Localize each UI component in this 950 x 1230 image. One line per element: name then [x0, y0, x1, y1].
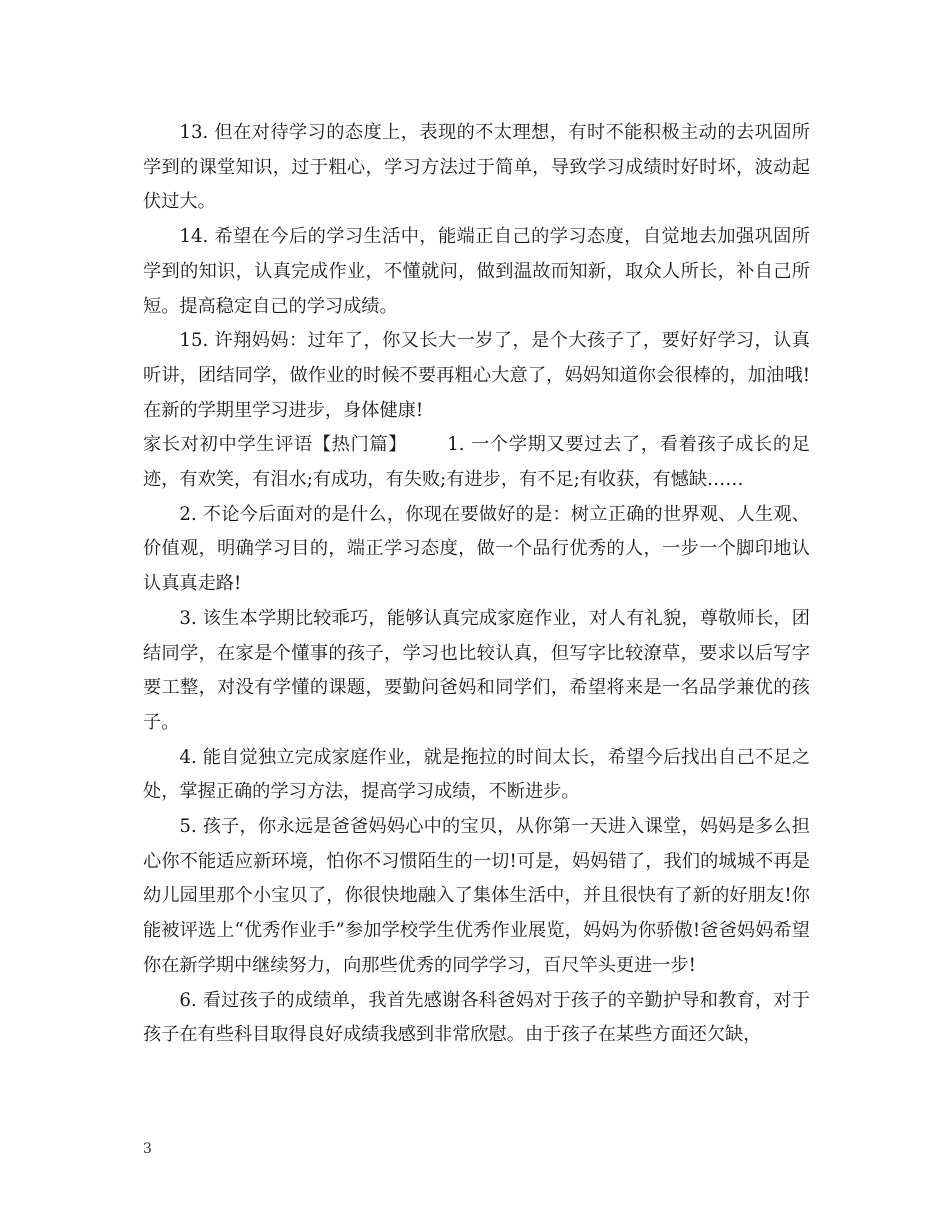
- section-heading: 家长对初中学生评语【热门篇】: [143, 434, 408, 456]
- section-heading-line: [143, 428, 810, 497]
- list-item-1: 1. 一个学期又要过去了，看着孩子成长的足迹，有欢笑，有泪水;有成功，有失败;有进步，有不足;有收获，有憾缺……: [143, 434, 810, 491]
- list-item-2: 2. 不论今后面对的是什么，你现在要做好的是：树立正确的世界观、人生观、价值观，明确学习目的，端正学习态度，做一个品行优秀的人，一步一个脚印地认认真真走路!: [143, 503, 810, 595]
- paragraph-13: 13. 但在对待学习的态度上，表现的不太理想，有时不能积极主动的去巩固所学到的课堂知识，过于粗心，学习方法过于简单，导致学习成绩时好时坏，波动起伏过大。: [143, 122, 810, 213]
- paragraph-15: 15. 许翔妈妈：过年了，你又长大一岁了，是个大孩子了，要好好学习，认真听讲，团结同学，做作业的时候不要再粗心大意了，妈妈知道你会很棒的，加油哦!在新的学期里学习进步，身体健康!: [143, 330, 810, 421]
- list-item-6: 6. 看过孩子的成绩单，我首先感谢各科爸妈对于孩子的辛勤护导和教育，对于孩子在有些科目取得良好成绩我感到非常欣慰。由于孩子在某些方面还欠缺，: [143, 989, 810, 1046]
- page-number: 3: [143, 1141, 152, 1157]
- list-item-3: 3. 该生本学期比较乖巧，能够认真完成家庭作业，对人有礼貌，尊敬师长，团结同学，在家是个懂事的孩子，学习也比较认真，但写字比较潦草，要求以后写字要工整，对没有学懂的课题，要勤问爸妈和同学们，希望将来是一名品学兼优的孩子。: [143, 607, 810, 733]
- document-body: [143, 116, 810, 1053]
- list-item-4: 4. 能自觉独立完成家庭作业，就是拖拉的时间太长，希望今后找出自己不足之处，掌握正确的学习方法，提高学习成绩，不断进步。: [143, 746, 810, 803]
- paragraph-14: 14. 希望在今后的学习生活中，能端正自己的学习态度，自觉地去加强巩固所学到的知识，认真完成作业，不懂就问，做到温故而知新，取众人所长，补自己所短。提高稳定自己的学习成绩。: [143, 226, 810, 317]
- list-item-5: 5. 孩子，你永远是爸爸妈妈心中的宝贝，从你第一天进入课堂，妈妈是多么担心你不能适应新环境，怕你不习惯陌生的一切!可是，妈妈错了，我们的城城不再是幼儿园里那个小宝贝了，你很快地融入了集体生活中，并且很快有了新的好朋友!你能被评选上“优秀作业手”参加学校学生优秀作业展览，妈妈为你骄傲!爸爸妈妈希望你在新学期中继续努力，向那些优秀的同学学习，百尺竿头更进一步!: [143, 816, 810, 976]
